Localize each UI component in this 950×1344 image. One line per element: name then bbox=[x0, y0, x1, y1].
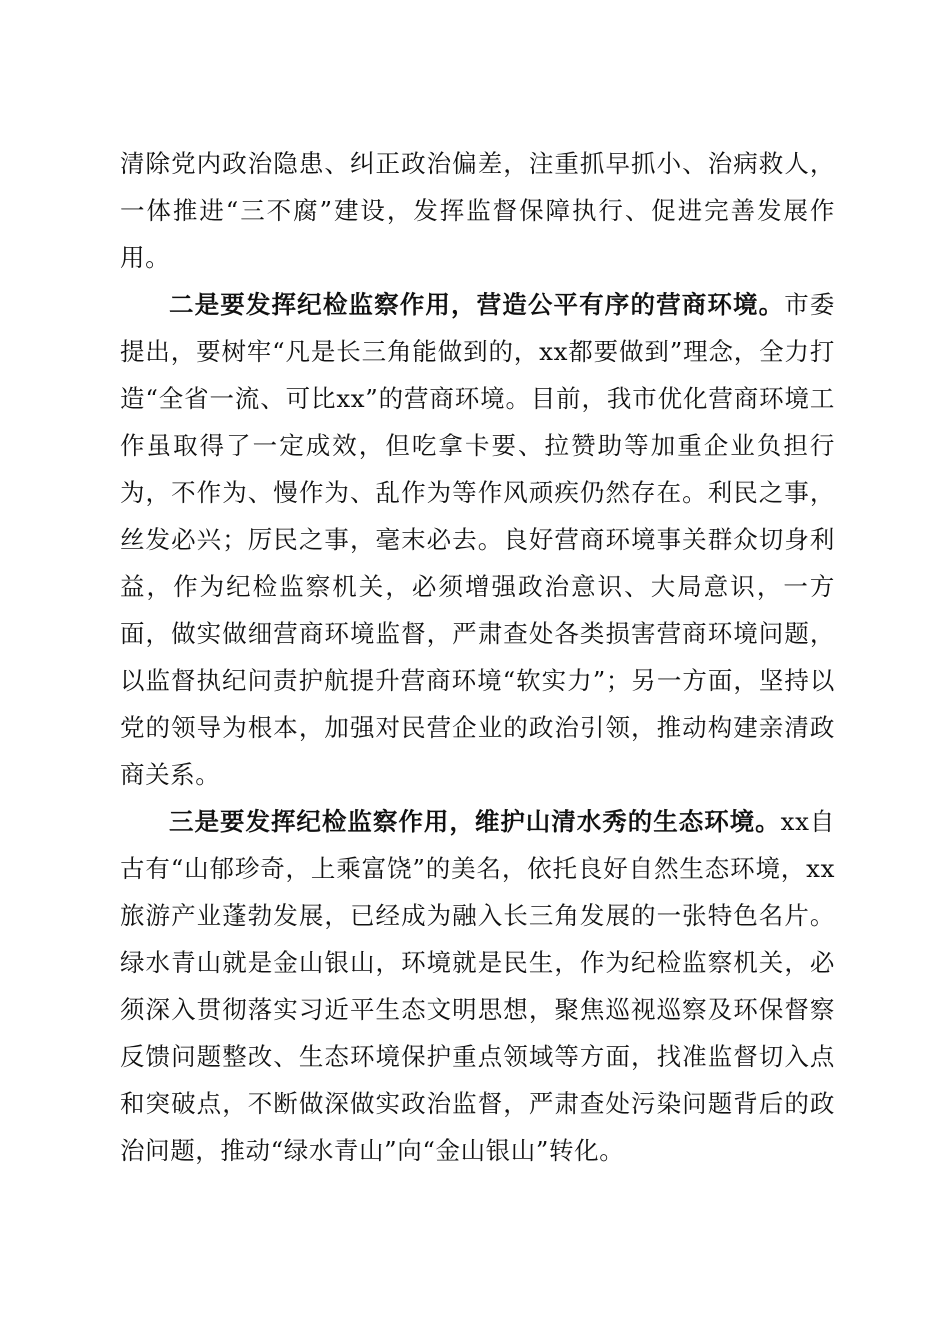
paragraph-heading: 二是要发挥纪检监察作用，营造公平有序的营商环境。 bbox=[169, 290, 785, 319]
paragraph-body: xx自古有“山郁珍奇，上乘富饶”的美名，依托良好自然生态环境，xx旅游产业蓬勃发展，已经成为融入长三角发展的一张特色名片。绿水青山就是金山银山，环境就是民生，作为纪检监察机关，必须深入贯彻落实习近平生态文明思想，聚焦巡视巡察及环保督察反馈问题整改、生态环境保护重点领域等方面，找准监督切入点和突破点，不断做深做实政治监督，严肃查处污染问题背后的政治问题，推动“绿水青山”向“金山银山”转化。 bbox=[120, 807, 835, 1165]
paragraph-continuation bbox=[120, 140, 835, 281]
document-body bbox=[120, 140, 835, 1174]
paragraph-heading: 三是要发挥纪检监察作用，维护山清水秀的生态环境。 bbox=[169, 807, 781, 836]
paragraph-body: 市委提出，要树牢“凡是长三角能做到的，xx都要做到”理念，全力打造“全省一流、可比xx”的营商环境。目前，我市优化营商环境工作虽取得了一定成效，但吃拿卡要、拉赞助等加重企业负担行为，不作为、慢作为、乱作为等作风顽疾仍然存在。利民之事，丝发必兴；厉民之事，毫末必去。良好营商环境事关群众切身利益，作为纪检监察机关，必须增强政治意识、大局意识，一方面，做实做细营商环境监督，严肃查处各类损害营商环境问题，以监督执纪问责护航提升营商环境“软实力”；另一方面，坚持以党的领导为根本，加强对民营企业的政治引领，推动构建亲清政商关系。 bbox=[120, 290, 836, 789]
paragraph-ecological-environment bbox=[120, 798, 835, 1174]
paragraph-business-environment bbox=[120, 281, 835, 798]
paragraph-body: 清除党内政治隐患、纠正政治偏差，注重抓早抓小、治病救人，一体推进“三不腐”建设，发挥监督保障执行、促进完善发展作用。 bbox=[120, 149, 835, 272]
